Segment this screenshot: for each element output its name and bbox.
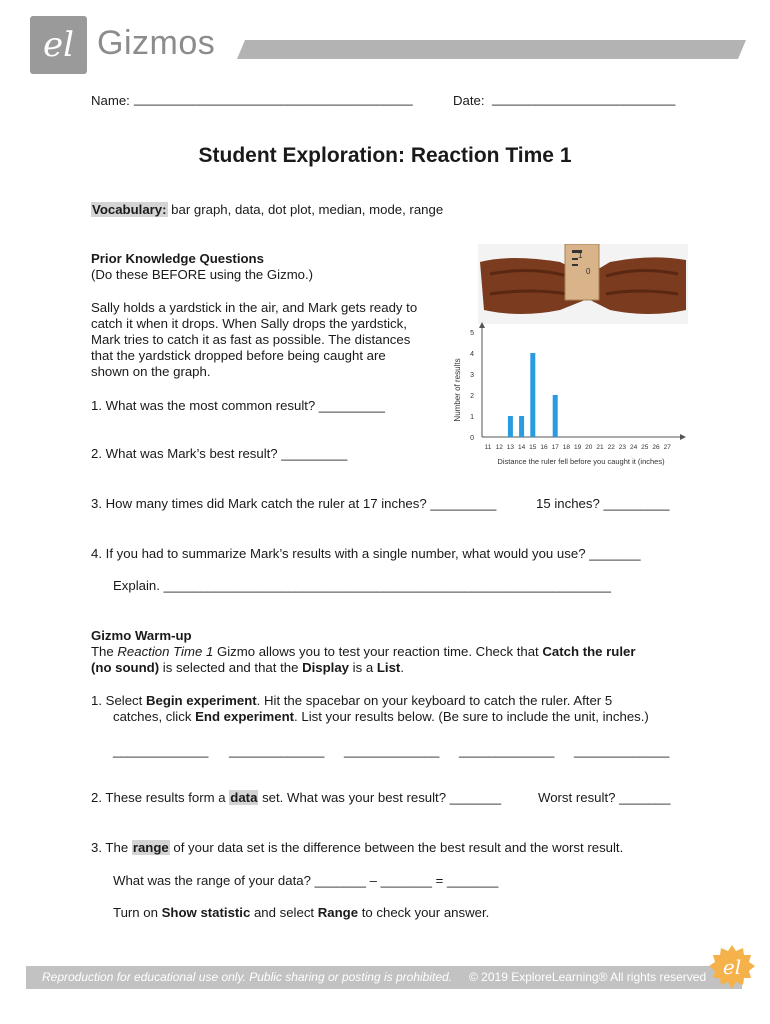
warmup-heading: Gizmo Warm-up [91, 628, 192, 643]
text-run: 3. The [91, 840, 132, 855]
x-ticks [485, 444, 672, 451]
option-no-sound: (no sound) [91, 660, 160, 675]
footer-notice: Reproduction for educational use only. Public sharing or posting is prohibited. [42, 970, 453, 984]
footer-bar [26, 966, 742, 989]
x-tick-label: 15 [529, 444, 537, 451]
question-1[interactable]: 1. What was the most common result? _________ [91, 398, 385, 413]
logo-glyph: el [43, 25, 74, 65]
vocabulary-text: bar graph, data, dot plot, median, mode, range [167, 202, 444, 217]
header [30, 16, 748, 76]
option-display: Display [302, 660, 350, 675]
x-tick-label: 26 [652, 444, 660, 451]
begin-experiment-label: Begin experiment [145, 693, 257, 708]
option-catch-ruler: Catch the ruler [542, 644, 636, 659]
show-statistic-label: Show statistic [161, 905, 251, 920]
prior-knowledge-heading: Prior Knowledge Questions [91, 251, 264, 266]
intro-line: Mark tries to catch it as fast as possible. The distances [91, 332, 411, 347]
result-blank[interactable]: _____________ [344, 743, 440, 758]
y-ticks [470, 330, 474, 442]
x-tick-label: 25 [641, 444, 649, 451]
step-2[interactable] [91, 790, 501, 807]
vocabulary-label: Vocabulary: [92, 202, 167, 217]
warmup-paragraph-line-1 [91, 644, 635, 661]
text-run: is selected and that the [159, 660, 303, 675]
x-tick-label: 16 [540, 444, 548, 451]
text-run: set. What was your best result? _______ [258, 790, 502, 805]
hands-illustration [478, 244, 688, 324]
text-run: 1. Select [91, 693, 146, 708]
warmup-paragraph-line-2 [91, 660, 404, 677]
bar [553, 395, 558, 437]
name-field[interactable]: ______________________________________ [134, 91, 413, 106]
x-tick-label: 24 [629, 444, 638, 451]
text-run: Turn on [113, 905, 162, 920]
x-axis-arrow [680, 434, 686, 440]
end-experiment-label: End experiment [195, 709, 295, 724]
step-3-range-question[interactable]: What was the range of your data? _______ – _______ = _______ [113, 873, 499, 888]
brand-name: Gizmos [97, 24, 216, 62]
svg-text:1: 1 [578, 251, 583, 260]
result-blank[interactable]: _____________ [574, 743, 670, 758]
svg-text:el: el [722, 955, 742, 979]
x-tick-label: 13 [506, 444, 515, 451]
x-tick-label: 27 [663, 444, 671, 451]
figure-svg [450, 244, 688, 472]
question-4[interactable]: 4. If you had to summarize Mark’s results with a single number, what would you use? _______ [91, 546, 641, 561]
step-1-line-2 [113, 709, 649, 726]
y-tick-label: 0 [470, 435, 474, 442]
y-axis-label: Number of results [453, 358, 462, 422]
intro-line: shown on the graph. [91, 364, 211, 379]
vocab-range: range [132, 840, 169, 855]
gizmo-name: Reaction Time 1 [117, 644, 214, 659]
bar [530, 353, 535, 437]
text-run: to check your answer. [358, 905, 490, 920]
reaction-figure [450, 244, 688, 472]
x-tick-label: 20 [585, 444, 593, 451]
question-4-explain[interactable]: Explain. _____________________________________________________________ [113, 578, 611, 593]
text-run: Gizmo allows you to test your reaction time. Check that [213, 644, 543, 659]
result-blank[interactable]: _____________ [113, 743, 209, 758]
footer-copyright: © 2019 ExploreLearning® All rights reserved [469, 970, 707, 984]
y-tick-label: 4 [470, 351, 474, 358]
option-list: List [376, 660, 401, 675]
question-3a[interactable]: 3. How many times did Mark catch the ruler at 17 inches? _________ [91, 496, 497, 511]
y-tick-label: 5 [470, 330, 474, 337]
text-run: . List your results below. (Be sure to include the unit, inches.) [294, 709, 649, 724]
result-blank[interactable]: _____________ [459, 743, 555, 758]
vocabulary-line [91, 202, 443, 219]
date-label: Date: [453, 93, 485, 108]
range-option-label: Range [317, 905, 359, 920]
step-2-worst[interactable]: Worst result? _______ [538, 790, 671, 805]
y-tick-label: 3 [470, 372, 474, 379]
vocab-data: data [230, 790, 258, 805]
text-run: 2. These results form a [91, 790, 230, 805]
x-tick-label: 17 [551, 444, 559, 451]
bar [519, 416, 524, 437]
x-tick-label: 18 [562, 444, 571, 451]
x-tick-label: 14 [517, 444, 526, 451]
text-run: catches, click [113, 709, 196, 724]
y-tick-label: 2 [470, 393, 474, 400]
intro-line: that the yardstick dropped before being caught are [91, 348, 386, 363]
prior-knowledge-subheading: (Do these BEFORE using the Gizmo.) [91, 267, 314, 282]
header-bar [237, 40, 746, 59]
text-run: is a [349, 660, 377, 675]
text-run: and select [250, 905, 318, 920]
x-tick-label: 22 [607, 444, 615, 451]
explorelearning-badge-icon [708, 943, 756, 991]
text-run: . Hit the spacebar on your keyboard to catch the ruler. After 5 [256, 693, 613, 708]
y-tick-label: 1 [470, 414, 474, 421]
text-run: . [400, 660, 404, 675]
intro-line: catch it when it drops. When Sally drops the yardstick, [91, 316, 407, 331]
name-label: Name: [91, 93, 130, 108]
x-axis-label: Distance the ruler fell before you caught it (inches) [497, 457, 665, 466]
step-3-instruction [113, 905, 489, 922]
question-3b[interactable]: 15 inches? _________ [536, 496, 670, 511]
date-field[interactable]: _________________________ [492, 91, 676, 106]
x-tick-label: 11 [484, 444, 492, 451]
bar [508, 416, 513, 437]
intro-line: Sally holds a yardstick in the air, and Mark gets ready to [91, 300, 418, 315]
x-tick-label: 12 [495, 444, 503, 451]
page-title: Student Exploration: Reaction Time 1 [198, 144, 572, 167]
explorelearning-logo [30, 16, 87, 74]
text-run: of your data set is the difference between the best result and the worst result. [169, 840, 624, 855]
bars [508, 353, 558, 437]
result-blank[interactable]: _____________ [229, 743, 325, 758]
question-2[interactable]: 2. What was Mark’s best result? _________ [91, 446, 348, 461]
text-run: The [91, 644, 118, 659]
x-tick-label: 21 [596, 444, 604, 451]
step-1-line-1 [91, 693, 612, 710]
x-tick-label: 23 [618, 444, 627, 451]
svg-text:0: 0 [586, 267, 591, 276]
step-3 [91, 840, 623, 857]
x-tick-label: 19 [573, 444, 582, 451]
